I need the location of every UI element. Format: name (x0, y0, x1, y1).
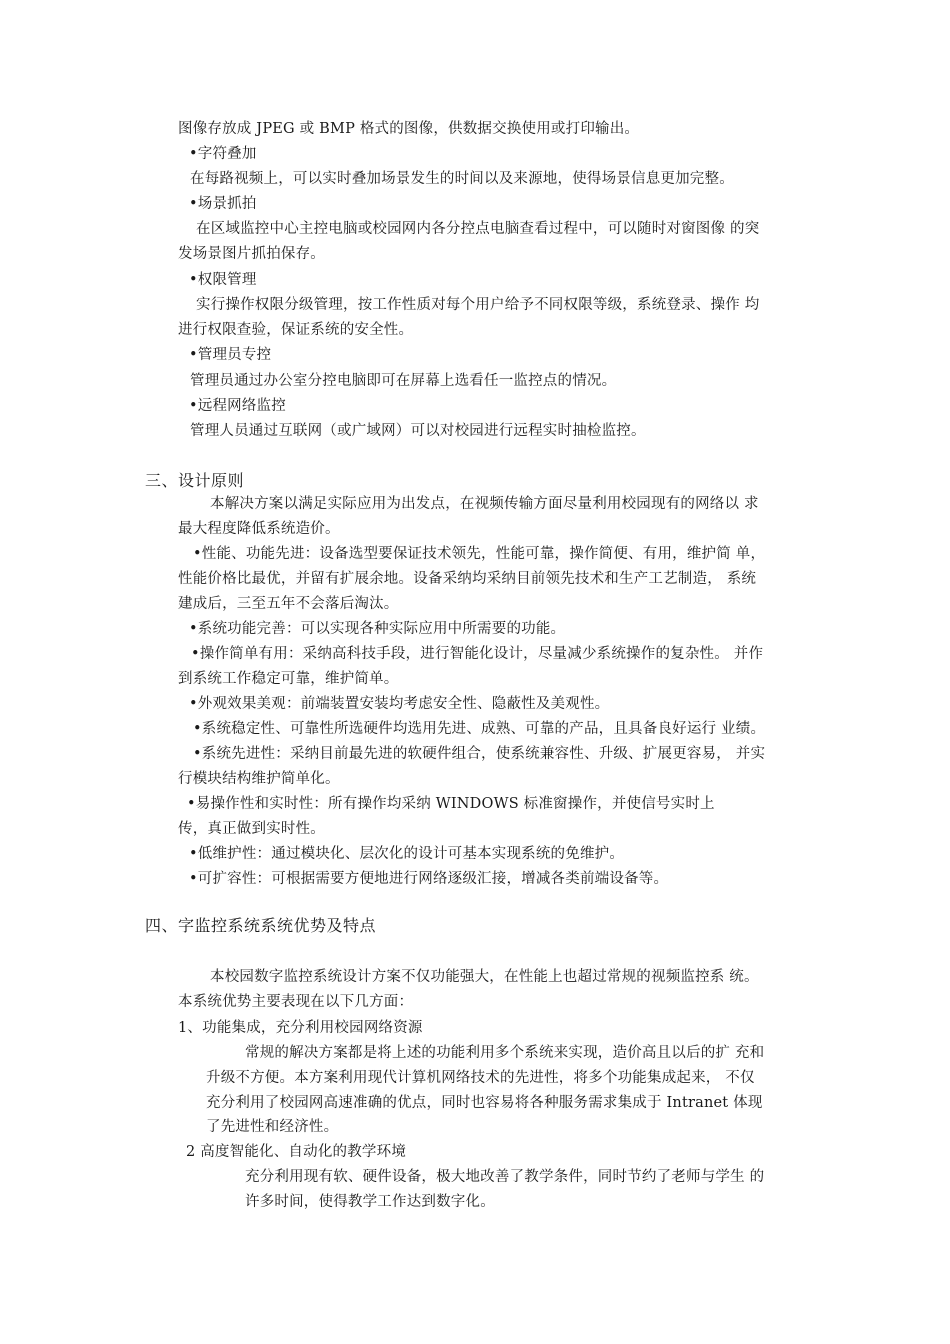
text-line: 管理员通过办公室分控电脑即可在屏幕上选看任一监控点的情况。 (190, 373, 617, 389)
text-line: 了先进性和经济性。 (206, 1119, 339, 1135)
subsection-heading: 1、功能集成，充分利用校园网络资源 (178, 1020, 423, 1036)
text-line: 常规的解决方案都是将上述的功能利用多个系统来实现，造价高且以后的扩 充和 (245, 1045, 765, 1061)
text-line: 到系统工作稳定可靠，维护简单。 (178, 671, 399, 687)
bullet-item: •管理员专控 (189, 347, 272, 363)
bullet-item: •系统先进性：采纳目前最先进的软硬件组合，使系统兼容性、升级、扩展更容易， 并实 (193, 746, 766, 762)
text-line: 升级不方便。本方案利用现代计算机网络技术的先进性，将多个功能集成起来， 不仅 (206, 1070, 755, 1086)
bullet-item: •操作简单有用：采纳高科技手段，进行智能化设计，尽量减少系统操作的复杂性。 并作 (191, 646, 764, 662)
section-heading: 四、字监控系统系统优势及特点 (145, 916, 377, 935)
text-line: 充分利用了校园网高速准确的优点，同时也容易将各种服务需求集成于 Intranet 体现 (206, 1095, 763, 1111)
text-line: 建成后，三至五年不会落后淘汰。 (178, 596, 399, 612)
bullet-item: •可扩容性：可根据需要方便地进行网络逐级汇接，增减各类前端设备等。 (189, 871, 669, 887)
text-line: 发场景图片抓拍保存。 (178, 246, 325, 262)
bullet-item: •权限管理 (189, 272, 257, 288)
text-line: 图像存放成 JPEG 或 BMP 格式的图像，供数据交换使用或打印输出。 (178, 121, 640, 137)
bullet-item: •远程网络监控 (189, 398, 286, 414)
text-line: 充分利用现有软、硬件设备，极大地改善了教学条件，同时节约了老师与学生 的 (245, 1169, 765, 1185)
bullet-item: •场景抓拍 (189, 196, 257, 212)
text-line: 管理人员通过互联网（或广域网）可以对校园进行远程实时抽检监控。 (190, 423, 646, 439)
subsection-heading: 2 高度智能化、自动化的教学环境 (186, 1144, 407, 1160)
text-line: 本系统优势主要表现在以下几方面： (178, 994, 414, 1010)
bullet-item: •字符叠加 (189, 146, 257, 162)
bullet-item: •易操作性和实时性：所有操作均采纳 WINDOWS 标准窗操作，并使信号实时上 (187, 796, 715, 812)
bullet-item: •系统功能完善：可以实现各种实际应用中所需要的功能。 (189, 621, 566, 637)
text-line: 行模块结构维护简单化。 (178, 771, 340, 787)
bullet-item: •系统稳定性、可靠性所选硬件均选用先进、成熟、可靠的产品，且具备良好运行 业绩。 (193, 721, 766, 737)
text-line: 本解决方案以满足实际应用为出发点，在视频传输方面尽量利用校园现有的网络以 求 (210, 496, 759, 512)
text-line: 实行操作权限分级管理，按工作性质对每个用户给予不同权限等级，系统登录、操作 均 (196, 297, 760, 313)
text-line: 在区域监控中心主控电脑或校园网内各分控点电脑查看过程中，可以随时对窗图像 的突 (196, 221, 760, 237)
text-line: 许多时间，使得教学工作达到数字化。 (245, 1194, 495, 1210)
bullet-item: •性能、功能先进：设备选型要保证技术领先，性能可靠，操作简便、有用，维护简 单， (193, 546, 766, 562)
text-line: 最大程度降低系统造价。 (178, 521, 340, 537)
text-line: 进行权限查验，保证系统的安全性。 (178, 322, 414, 338)
bullet-item: •外观效果美观：前端装置安装均考虑安全性、隐蔽性及美观性。 (189, 696, 610, 712)
section-heading: 三、设计原则 (145, 471, 245, 490)
text-line: 在每路视频上，可以实时叠加场景发生的时间以及来源地，使得场景信息更加完整。 (190, 171, 734, 187)
bullet-item: •低维护性：通过模块化、层次化的设计可基本实现系统的免维护。 (189, 846, 625, 862)
text-line: 本校园数字监控系统设计方案不仅功能强大，在性能上也超过常规的视频监控系 统。 (210, 969, 759, 985)
text-line: 传，真正做到实时性。 (178, 821, 325, 837)
text-line: 性能价格比最优，并留有扩展余地。设备采纳均采纳目前领先技术和生产工艺制造， 系统 (178, 571, 757, 587)
